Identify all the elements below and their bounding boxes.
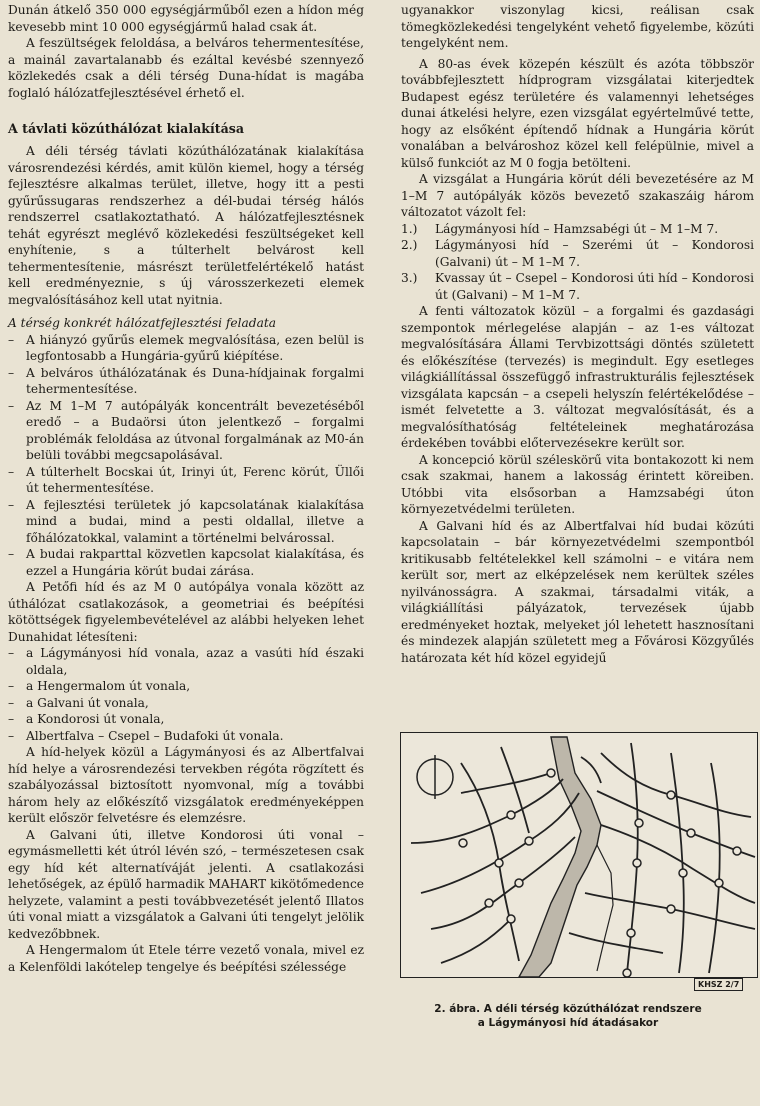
paragraph-continuation: ugyanakkor viszonylag kicsi, reálisan csak tömegközlekedési tengelyként vehető figyelembe, közúti tengelyként nem. <box>401 3 754 50</box>
paragraph-network: A déli térség távlati közúthálózatának kialakítása városrendezési kérdés, amit külön kiemel, hogy a térség fejlesztésre alkalmas terület, illetve, hogy itt a pesti gyűrűssugaras rendszerhez a dél-budai térség hálós rendszerrel csatlakoztatható. A hálózatfejlesztésnek tehát egyrészt meglévő közlekedési feszültségeket kell enyhítenie, s a túlterhelt belvárost kell tehermentesítenie, másrészt területfelértékelő hatást kell eredményeznie, s új városszerkezeti elemek megvalósításához kell utat nyitnia. <box>8 144 364 307</box>
danube-river <box>519 737 601 977</box>
list-item: – Albertfalva – Csepel – Budafoki út vonala. <box>8 728 284 743</box>
paragraph-galvani-albertfalva: A Galvani híd és az Albertfalvai híd budai közúti kapcsolatain – bár környezetvédelmi szempontból kritikusabb feltételekkel kell számolni – e vitára nem került sor, mert az elképzelések nem kerültek széles nyilvánosságra. A szakmai, társadalmi viták, a világkiállítási pályázatok, tervezések újabb eredményeket hoztak, melyeket jól lehetett hasznosítani és mindezek alapján született meg a Fővárosi Közgyűlés határozata két híd közel egyidejű <box>401 518 754 665</box>
task-list <box>8 332 364 580</box>
paragraph-debate: A koncepció körül széleskörű vita bontakozott ki nem csak szakmai, hanem a lakosság érintett köreiben. Utóbbi vita elsősorban a Hamzsabégi úton környezetvédelmi területen. <box>401 452 754 516</box>
paragraph-galvani: A Galvani úti, illetve Kondorosi úti vonal – egymásmelletti két útról lévén szó, – természetesen csak egy híd két alternatíváját jelenti. A csatlakozási lehetőségek, az épülő harmadik MAHART kikötőmedence helyzete, valamint a pesti továbbvezetését jelentő Illatos úti vonal miatt a vizsgálatok a Galvani úti tengelyt jelölik kedvezőbbnek. <box>8 827 364 941</box>
list-item: 3.) Kvassay út – Csepel – Kondorosi úti híd – Kondorosi út (Galvani) – M 1–M 7. <box>401 271 754 302</box>
list-item: – A budai rakparttal közvetlen kapcsolat kialakítása, és ezzel a Hungária körút budai zárása. <box>8 547 364 578</box>
paragraph-intro-1: Dunán átkelő 350 000 egységjárműből ezen a hídon még kevesebb mint 10 000 egységjármű halad csak át. <box>8 3 364 34</box>
road-network-map <box>400 732 758 978</box>
csepel-channel <box>597 845 613 971</box>
right-column <box>401 2 754 666</box>
paragraph-bridge-sites: A Petőfi híd és az M 0 autópálya vonala között az úthálózat csatlakozások, a geometriai és beépítési kötöttségek figyelembevételével az alábbi helyeken lehet Dunahidat létesíteni: <box>8 580 364 644</box>
paragraph-bridge-places: A híd-helyek közül a Lágymányosi és az Albertfalvai híd helye a városrendezési tervekben régóta rögzített és szabályozással biztosított nyomvonal, míg a további három hely az előkészítő vizsgálatok eredményeképpen került először felvetésre és elemzésre. <box>8 745 364 825</box>
left-column <box>8 2 364 975</box>
road-network-map-drawing <box>401 733 757 977</box>
subheading-tasks: A térség konkrét hálózatfejlesztési feladata <box>8 316 277 330</box>
list-item: – A belváros úthálózatának és Duna-hídjainak forgalmi tehermentesítése. <box>8 365 364 396</box>
section-heading: A távlati közúthálózat kialakítása <box>8 121 244 136</box>
list-item: – a Hengermalom út vonala, <box>8 679 191 693</box>
list-item: – a Lágymányosi híd vonala, azaz a vasúti híd északi oldala, <box>8 646 364 677</box>
paragraph-bridge-program: A 80-as évek közepén készült és azóta többször továbbfejlesztett hídprogram vizsgálatai kiterjedtek Budapest egész területére és valamennyi lehetséges dunai átkelési helyre, ezen vizsgálat egyértelművé tette, hogy az elsőként építendő hídnak a Hungária körút vonalában a belvároshoz közel kell felépülnie, mivel a külső funkciót az M 0 fogja betölteni. <box>401 56 754 170</box>
list-item: – a Galvani út vonala, <box>8 695 149 710</box>
figure-caption <box>408 1002 728 1030</box>
paragraph-intro-2: A feszültségek feloldása, a belváros tehermentesítése, a mainál zavartalanabb és ezáltal kevésbé szennyező közlekedés csak a déli térség Duna-hídat is magába foglaló hálózatfejlesztésével érhető el. <box>8 36 364 100</box>
list-item: – Az M 1–M 7 autópályák koncentrált bevezetéséből eredő – a Budaörsi úton jelentkező – forgalmi problémák feloldása az útvonal forgalmának az M0-án belüli további megcsapolásával. <box>8 398 364 462</box>
figure-caption-line-2: a Lágymányosi híd átadásakor <box>477 1017 659 1029</box>
list-item: 1.) Lágymányosi híd – Hamzsabégi út – M 1–M 7. <box>401 221 719 236</box>
paragraph-hengermalom: A Hengermalom út Etele térre vezető vonala, mivel ez a Kelenföldi lakótelep tengelye és beépítési szélessége <box>8 943 364 974</box>
list-item: – a Kondorosi út vonala, <box>8 712 165 726</box>
paragraph-variants-intro: A vizsgálat a Hungária körút déli bevezetésére az M 1–M 7 autópályák közös bevezető szakaszáig három változatot vázolt fel: <box>401 172 754 219</box>
list-item: – A fejlesztési területek jó kapcsolatának kialakítása mind a budai, mind a pesti oldallal, illetve a főhálózatokkal, valamint a történelmi belvárossal. <box>8 497 364 545</box>
figure-tag: KHSZ 2/7 <box>694 978 743 991</box>
list-item: – A túlterhelt Bocskai út, Irinyi út, Ferenc körút, Üllői út tehermentesítése. <box>8 464 364 495</box>
location-list <box>8 645 364 744</box>
variant-list <box>401 221 754 304</box>
list-item: – A hiányzó gyűrűs elemek megvalósítása, ezen belül is legfontosabb a Hungária-gyűrű kiépítése. <box>8 332 364 363</box>
list-item: 2.) Lágymányosi híd – Szerémi út – Kondorosi (Galvani) út – M 1–M 7. <box>401 238 754 269</box>
figure-caption-line-1: 2. ábra. A déli térség közúthálózat rendszere <box>434 1003 702 1015</box>
paragraph-decision: A fenti változatok közül – a forgalmi és gazdasági szempontok mérlegelése alapján – az 1-es változat megvalósítására Állami Tervbizottsági döntés született és előkészítése (tervezés) is megindult. Egy esetleges világkiállítással összefüggő infrastrukturális fejlesztések vizsgálata kapcsán – a csepeli helyszín felértékelődése – ismét felvetette a 3. változat megvalósítását, és a megvalósíthatóság feltételeinek meghatározása érdekében további előtervezésekre került sor. <box>401 304 754 450</box>
north-arrow-icon <box>417 755 453 799</box>
